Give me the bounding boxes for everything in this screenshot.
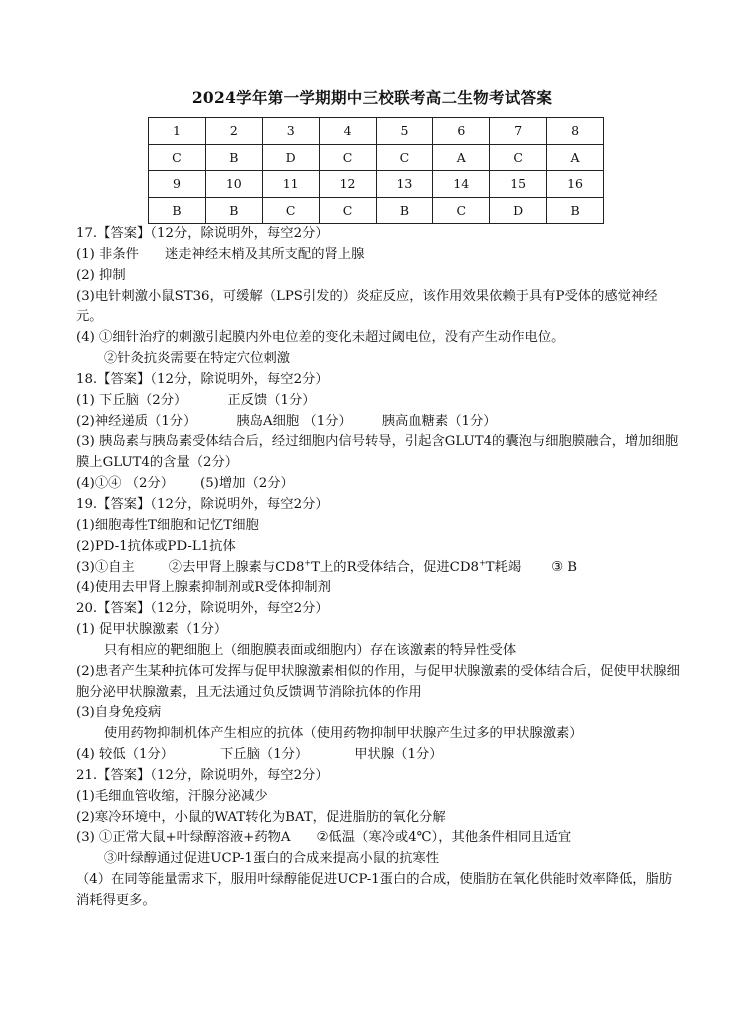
q19-answer-3c: ③ B: [551, 559, 578, 575]
answer-cell: A: [433, 144, 490, 171]
q20-line-5: 使用药物抑制机体产生相应的抗体（使用药物抑制甲状腺产生过多的甲状腺激素）: [103, 726, 583, 742]
question-number-cell: 2: [205, 118, 262, 145]
q19-header: 19.【答案】（12分，除说明外，每空2分）: [76, 496, 329, 512]
question-number-row: [149, 171, 604, 198]
q21-line-2: (2)寒冷环境中，小鼠的WAT转化为BAT，促进脂肪的氧化分解: [76, 809, 446, 825]
q20-line-6: [76, 745, 680, 766]
q19-answer-3b: ②去甲肾上腺素与CD8+T上的R受体结合，促进CD8+T耗竭: [168, 558, 522, 575]
q17-answer-1b: 迷走神经末梢及其所支配的肾上腺: [164, 246, 365, 262]
q17-header: 17.【答案】（12分，除说明外，每空2分）: [76, 226, 329, 241]
answer-table: [148, 117, 604, 224]
q18-answer-4: (4)①④ （2分）: [76, 476, 175, 492]
answer-content: [76, 224, 680, 912]
answer-cell: B: [205, 197, 262, 224]
answer-cell: C: [433, 197, 490, 224]
q19-line-3: [76, 558, 680, 579]
q17-line-4: (4) ①细针治疗的刺激引起膜内外电位差的变化未超过阈电位，没有产生动作电位。: [76, 330, 565, 346]
q18-line-4: [76, 474, 680, 495]
q18-answer-2b: 胰岛A细胞 （1分）: [236, 413, 352, 429]
page-title: 2024学年第一学期期中三校联考高二生物考试答案: [191, 88, 553, 107]
q19-line-2: (2)PD-1抗体或PD-L1抗体: [76, 538, 236, 554]
answer-cell: A: [547, 144, 604, 171]
q17-line-2: (2) 抑制: [76, 267, 126, 283]
q20-answer-6c: 甲状腺（1分）: [354, 747, 443, 763]
q19-line-1: (1)细胞毒性T细胞和记忆T细胞: [76, 517, 259, 533]
answer-cell: C: [490, 144, 547, 171]
q21-answer-3b: ②低温（寒冷或4℃），其他条件相同且适宜: [316, 830, 572, 846]
q20-line-2: 只有相应的靶细胞上（细胞膜表面或细胞内）存在该激素的特异性受体: [103, 642, 517, 658]
q19-answer-3a: (3)①自主: [76, 559, 135, 575]
q18-header: 18.【答案】（12分，除说明外，每空2分）: [76, 371, 329, 387]
question-number-row: [149, 118, 604, 145]
q18-answer-5: (5)增加（2分）: [200, 476, 294, 492]
q20-line-3: (2)患者产生某种抗体可发挥与促甲状腺激素相似的作用，与促甲状腺激素的受体结合后，促使甲状腺细胞分泌甲状腺激素，且无法通过负反馈调节消除抗体的作用: [76, 663, 680, 700]
question-number-cell: 7: [490, 118, 547, 145]
q21-line-4: ③叶绿醇通过促进UCP-1蛋白的合成来提高小鼠的抗寒性: [103, 851, 440, 867]
q21-line-1: (1)毛细血管收缩，汗腺分泌减少: [76, 788, 268, 804]
q18-line-2: [76, 412, 680, 433]
q20-answer-6b: 下丘脑（1分）: [220, 747, 309, 763]
answer-row: [149, 197, 604, 224]
question-number-cell: 8: [547, 118, 604, 145]
question-number-cell: 11: [262, 171, 319, 198]
q21-line-3: [76, 828, 680, 849]
question-number-cell: 6: [433, 118, 490, 145]
question-number-cell: 10: [205, 171, 262, 198]
question-number-cell: 4: [319, 118, 376, 145]
q20-line-4: (3)自身免疫病: [76, 705, 162, 721]
question-number-cell: 16: [547, 171, 604, 198]
answer-row: [149, 144, 604, 171]
q18-line-3: (3) 胰岛素与胰岛素受体结合后，经过细胞内信号转导，引起含GLUT4的囊泡与细胞膜融合，增加细胞膜上GLUT4的含量（2分）: [76, 434, 679, 471]
q18-answer-1b: 正反馈（1分）: [227, 392, 316, 408]
q18-answer-2a: (2)神经递质（1分）: [76, 413, 197, 429]
q21-answer-3a: (3) ①正常大鼠+叶绿醇溶液+药物A: [76, 830, 291, 846]
q17-answer-1a: (1) 非条件: [76, 246, 139, 262]
answer-cell: C: [319, 197, 376, 224]
question-number-cell: 3: [262, 118, 319, 145]
question-number-cell: 14: [433, 171, 490, 198]
answer-cell: C: [149, 144, 206, 171]
question-number-cell: 5: [376, 118, 433, 145]
q18-answer-2c: 胰高血糖素（1分）: [381, 413, 497, 429]
answer-cell: D: [262, 144, 319, 171]
q21-header: 21.【答案】（12分，除说明外，每空2分）: [76, 767, 329, 783]
q19-line-4: (4)使用去甲肾上腺素抑制剂或R受体抑制剂: [76, 580, 331, 596]
q20-header: 20.【答案】（12分，除说明外，每空2分）: [76, 601, 329, 617]
q17-line-3: (3)电针刺激小鼠ST36，可缓解（LPS引发的）炎症反应，该作用效果依赖于具有P受体的感觉神经元。: [76, 288, 658, 325]
answer-cell: C: [319, 144, 376, 171]
answer-cell: B: [547, 197, 604, 224]
q20-answer-6a: (4) 较低（1分）: [76, 747, 175, 763]
q20-line-1: (1) 促甲状腺激素（1分）: [76, 622, 228, 638]
answer-cell: B: [205, 144, 262, 171]
answer-cell: B: [149, 197, 206, 224]
answer-cell: C: [262, 197, 319, 224]
question-number-cell: 12: [319, 171, 376, 198]
answer-cell: D: [490, 197, 547, 224]
question-number-cell: 13: [376, 171, 433, 198]
q17-line-1: [76, 245, 680, 266]
question-number-cell: 1: [149, 118, 206, 145]
q18-line-1: [76, 391, 680, 412]
question-number-cell: 15: [490, 171, 547, 198]
answer-cell: C: [376, 144, 433, 171]
q17-line-5: ②针灸抗炎需要在特定穴位刺激: [103, 351, 291, 367]
question-number-cell: 9: [149, 171, 206, 198]
q21-line-5: （4）在同等能量需求下，服用叶绿醇能促进UCP-1蛋白的合成，使脂肪在氧化供能时效率降低，脂肪消耗得更多。: [76, 872, 673, 908]
answer-cell: B: [376, 197, 433, 224]
q18-answer-1a: (1) 下丘脑（2分）: [76, 392, 188, 408]
